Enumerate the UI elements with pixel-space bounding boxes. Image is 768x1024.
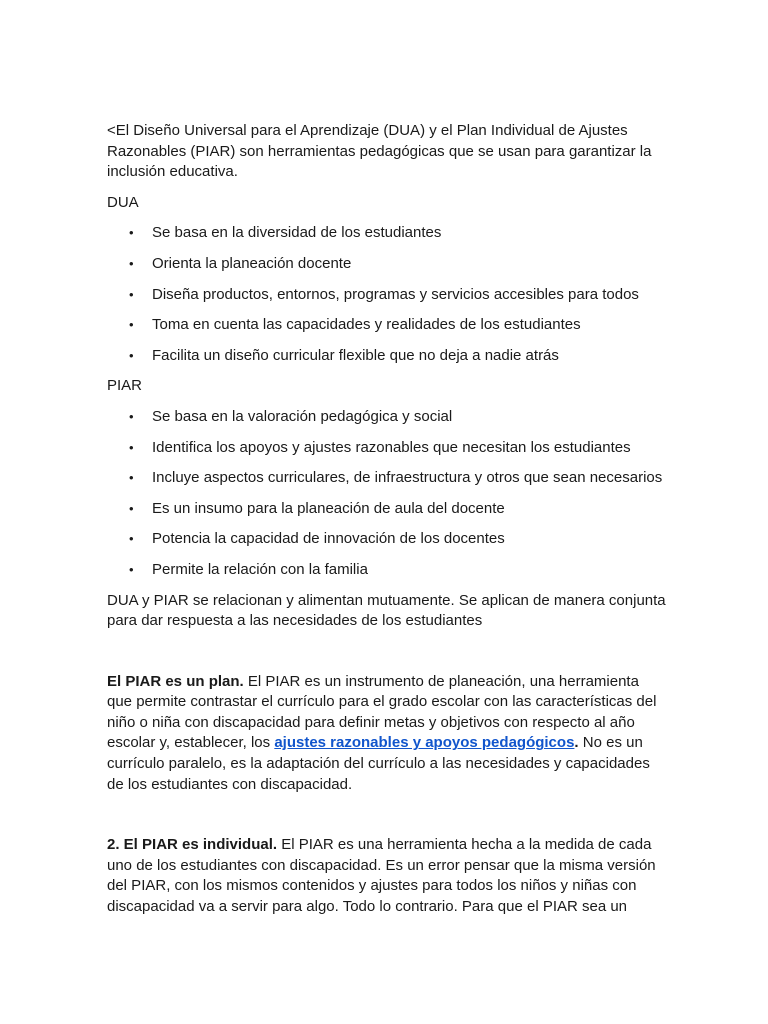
intro-paragraph: <El Diseño Universal para el Aprendizaje (DUA) y el Plan Individual de Ajustes Razonables (PIAR) son herramientas pedagógicas que se usan para garantizar la inclusión educativa. — [107, 122, 652, 181]
bullet-icon: • — [129, 347, 134, 363]
document-body — [107, 121, 667, 958]
ajustes-razonables-link[interactable]: ajustes razonables y apoyos pedagógicos — [274, 734, 575, 752]
section-individual-paragraph: 2. El PIAR es individual. El PIAR es una herramienta hecha a la medida de cada uno de los estudiantes con discapacidad. Es un error pensar que la misma versión del PIAR, con los mismos contenidos y ajustes para todos los niños y niñas con discapacidad va a servir para algo. Todo lo contrario. Para que el PIAR sea un — [107, 836, 656, 916]
list-item: • Identifica los apoyos y ajustes razonables que necesitan los estudiantes — [152, 438, 667, 459]
list-item: • Facilita un diseño curricular flexible que no deja a nadie atrás — [152, 346, 667, 367]
list-item: • Toma en cuenta las capacidades y realidades de los estudiantes — [152, 315, 667, 336]
list-item: • Incluye aspectos curriculares, de infraestructura y otros que sean necesarios — [152, 468, 667, 489]
list-item: • Potencia la capacidad de innovación de los docentes — [152, 529, 667, 550]
section-individual-title: 2. El PIAR es individual. — [107, 836, 278, 854]
dua-list — [107, 223, 667, 366]
summary-paragraph: DUA y PIAR se relacionan y alimentan mutuamente. Se aplican de manera conjunta para dar respuesta a las necesidades de los estudiantes — [107, 591, 666, 630]
list-item: • Orienta la planeación docente — [152, 254, 667, 275]
bullet-icon: • — [129, 225, 134, 241]
bullet-icon: • — [129, 439, 134, 455]
bullet-icon: • — [129, 255, 134, 271]
list-item: • Se basa en la valoración pedagógica y social — [152, 407, 667, 428]
bullet-icon: • — [129, 317, 134, 333]
bullet-icon: • — [129, 470, 134, 486]
bullet-icon: • — [129, 500, 134, 516]
bullet-icon: • — [129, 408, 134, 424]
list-item: • Diseña productos, entornos, programas y servicios accesibles para todos — [152, 285, 667, 306]
list-item: • Permite la relación con la familia — [152, 560, 667, 581]
bullet-icon: • — [129, 561, 134, 577]
piar-list — [107, 407, 667, 581]
dua-heading: DUA — [107, 193, 139, 211]
piar-heading: PIAR — [107, 377, 143, 395]
section-plan-paragraph: El PIAR es un plan. El PIAR es un instrumento de planeación, una herramienta que permite contrastar el currículo para el grado escolar con las características del niño o niña con discapacidad para definir metas y objetivos con respecto al año escolar y, establecer, los ajustes razonables y apoyos pedagógicos. No es un currículo paralelo, es la adaptación del currículo a las necesidades y capacidades de los estudiantes con discapacidad. — [107, 672, 657, 793]
bullet-icon: • — [129, 286, 134, 302]
list-item: • Se basa en la diversidad de los estudiantes — [152, 223, 667, 244]
list-item: • Es un insumo para la planeación de aula del docente — [152, 499, 667, 520]
bullet-icon: • — [129, 531, 134, 547]
section-plan-title: El PIAR es un plan. — [107, 672, 244, 690]
